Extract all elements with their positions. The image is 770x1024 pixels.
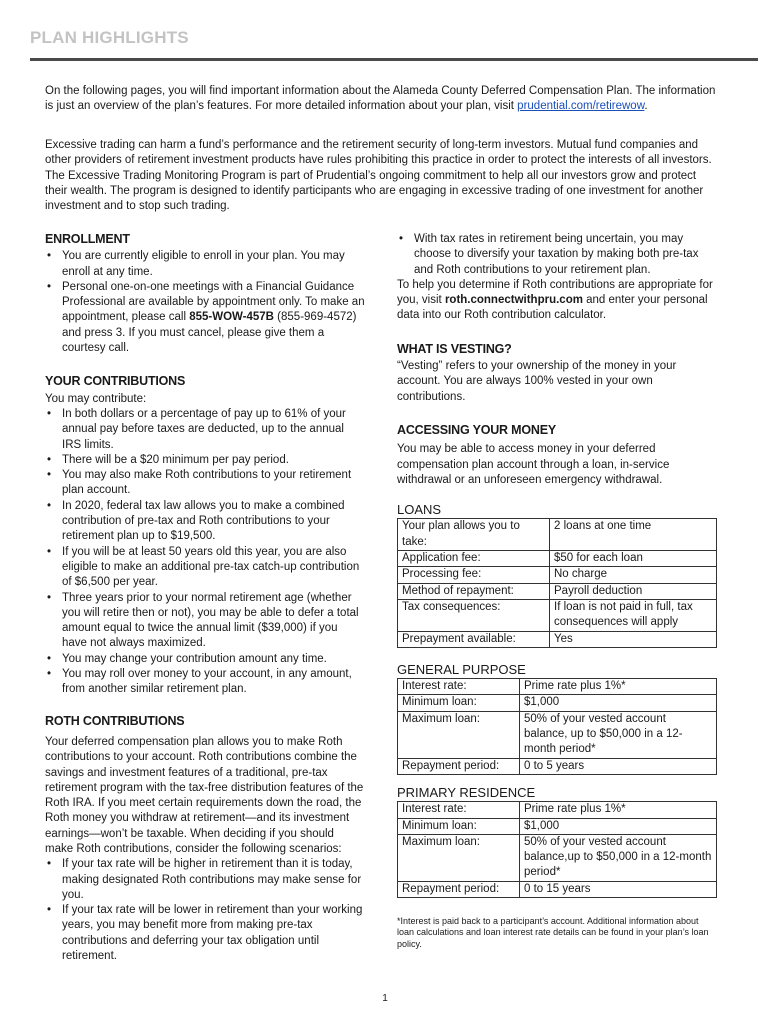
enrollment-heading: ENROLLMENT (45, 232, 130, 246)
table-row: Interest rate: Prime rate plus 1%* (398, 679, 717, 695)
right-column (397, 232, 717, 950)
table-row: Method of repayment: Payroll deduction (398, 583, 717, 599)
contributions-list (45, 407, 365, 698)
loans-title: LOANS (397, 502, 442, 518)
list-item: • With tax rates in retirement being uncertain, you may choose to diversify your taxation by making both pre-tax and Roth contributions to your retirement plan. (397, 232, 717, 278)
title-rule (30, 58, 758, 61)
general-purpose-title: GENERAL PURPOSE (397, 661, 526, 677)
list-item: • You may roll over money to your account, in any amount, from another similar retirement plan. (45, 667, 365, 698)
vesting-heading: WHAT IS VESTING? (397, 341, 512, 356)
list-item: • If your tax rate will be higher in retirement than it is today, making designated Roth contributions may make sense for you. (45, 857, 365, 903)
page-number: 1 (382, 993, 388, 1004)
list-item: • If your tax rate will be lower in retirement than your working years, you may benefit more from making pre-tax contributions and deferring your tax obligation until retirement. (45, 903, 365, 964)
excessive-trading-paragraph: Excessive trading can harm a fund’s performance and the retirement security of long-term investors. Mutual fund companies and other providers of retirement investment products have rules prohibiting this practice in order to protect the interests of all investors. The Excessive Trading Monitoring Program is part of Prudential’s ongoing commitment to help all our investors grow and protect their wealth. The program is designed to identify participants who are engaging in excessive trading of one investment for another investment and to stop such trading. (45, 139, 712, 213)
intro-paragraph: On the following pages, you will find important information about the Alameda County Deferred Compensation Plan. The information is just an overview of the plan’s features. For more detailed information about your plan, visit prudential.com/retirewow. (45, 85, 716, 113)
table-row: Minimum loan: $1,000 (398, 818, 717, 834)
list-item: • If you will be at least 50 years old this year, you are also eligible to make an additional pre-tax catch-up contribution of $6,500 per year. (45, 545, 365, 591)
list-item: • Personal one-on-one meetings with a Financial Guidance Professional are available by appointment only. To make an appointment, please call 855-WOW-457B (855-969-4572) and press 3. If you must cancel, please give them a courtesy call. (45, 280, 365, 356)
list-item: • You are currently eligible to enroll in your plan. You may enroll at any time. (45, 249, 365, 280)
roth-list (45, 857, 365, 964)
table-row: Repayment period: 0 to 5 years (398, 758, 717, 774)
table-row: Interest rate: Prime rate plus 1%* (398, 802, 717, 818)
roth-help-paragraph: To help you determine if Roth contributions are appropriate for you, visit roth.connectwithpru.com and enter your personal data into our Roth contribution calculator. (397, 278, 713, 322)
roth-paragraph: Your deferred compensation plan allows you to make Roth contributions to your account. Roth contributions combine the savings and investment features of a traditional, pre-tax retirement program with the tax-free distribution features of the Roth IRA. If you meet certain requirements down the road, the Roth money you withdraw at retirement—and its investment earnings—won’t be taxable. When deciding if you should make Roth contributions, consider the following scenarios: (45, 735, 364, 855)
roth-heading: ROTH CONTRIBUTIONS (45, 713, 185, 728)
list-item: • In 2020, federal tax law allows you to make a combined contribution of pre-tax and Roth contributions to your retirement plan up to $19,500. (45, 499, 365, 545)
vesting-paragraph: “Vesting” refers to your ownership of the money in your account. You are always 100% vested in your own contributions. (397, 360, 677, 403)
roth-calculator-link[interactable]: roth.connectwithpru.com (444, 294, 583, 307)
accessing-paragraph: You may be able to access money in your deferred compensation plan account through a loan, in-service withdrawal or an unforeseen emergency withdrawal. (397, 443, 670, 486)
table-row: Your plan allows you to take: 2 loans at one time (398, 519, 717, 551)
intro-text: On the following pages, you will find important information about the Alameda County Deferred Compensation Plan. The information is just an overview of the plan’s features. For more detailed information about your plan, visit (45, 85, 716, 113)
table-row: Maximum loan: 50% of your vested account balance,up to $50,000 in a 12-month period* (398, 834, 717, 881)
table-row: Prepayment available: Yes (398, 631, 717, 647)
table-row: Tax consequences: If loan is not paid in full, tax consequences will apply (398, 599, 717, 631)
enrollment-list (45, 249, 365, 356)
page-title: PLAN HIGHLIGHTS (30, 28, 189, 47)
list-item: • You may also make Roth contributions to your retirement plan account. (45, 468, 365, 499)
table-row: Processing fee: No charge (398, 567, 717, 583)
table-row: Minimum loan: $1,000 (398, 695, 717, 711)
list-item: • There will be a $20 minimum per pay period. (45, 453, 365, 468)
accessing-heading: ACCESSING YOUR MONEY (397, 422, 556, 437)
primary-residence-title: PRIMARY RESIDENCE (397, 784, 536, 800)
roth-list-continued (397, 232, 717, 278)
general-purpose-table (397, 678, 717, 775)
primary-residence-table (397, 801, 717, 898)
table-row: Repayment period: 0 to 15 years (398, 881, 717, 897)
left-column (45, 232, 365, 964)
table-row: Maximum loan: 50% of your vested account balance, up to $50,000 in a 12-month period* (398, 711, 717, 758)
list-item: • In both dollars or a percentage of pay up to 61% of your annual pay before taxes are deducted, up to the annual IRS limits. (45, 407, 365, 453)
prudential-link[interactable]: prudential.com/retirewow (517, 100, 645, 113)
contributions-intro: You may contribute: (45, 392, 147, 405)
contributions-heading: YOUR CONTRIBUTIONS (45, 374, 186, 389)
loans-table (397, 518, 717, 647)
list-item: • Three years prior to your normal retirement age (whether you will retire then or not), you may be able to defer a total amount equal to twice the annual limit ($39,000) if you have not always maximized. (45, 591, 365, 652)
table-row: Application fee: $50 for each loan (398, 551, 717, 567)
interest-footnote: *Interest is paid back to a participant’s account. Additional information about loan calculations and loan interest rate details can be found in your plan’s loan policy. (397, 915, 709, 949)
phone-number: 855-WOW-457B (189, 311, 274, 324)
list-item: • You may change your contribution amount any time. (45, 652, 365, 667)
